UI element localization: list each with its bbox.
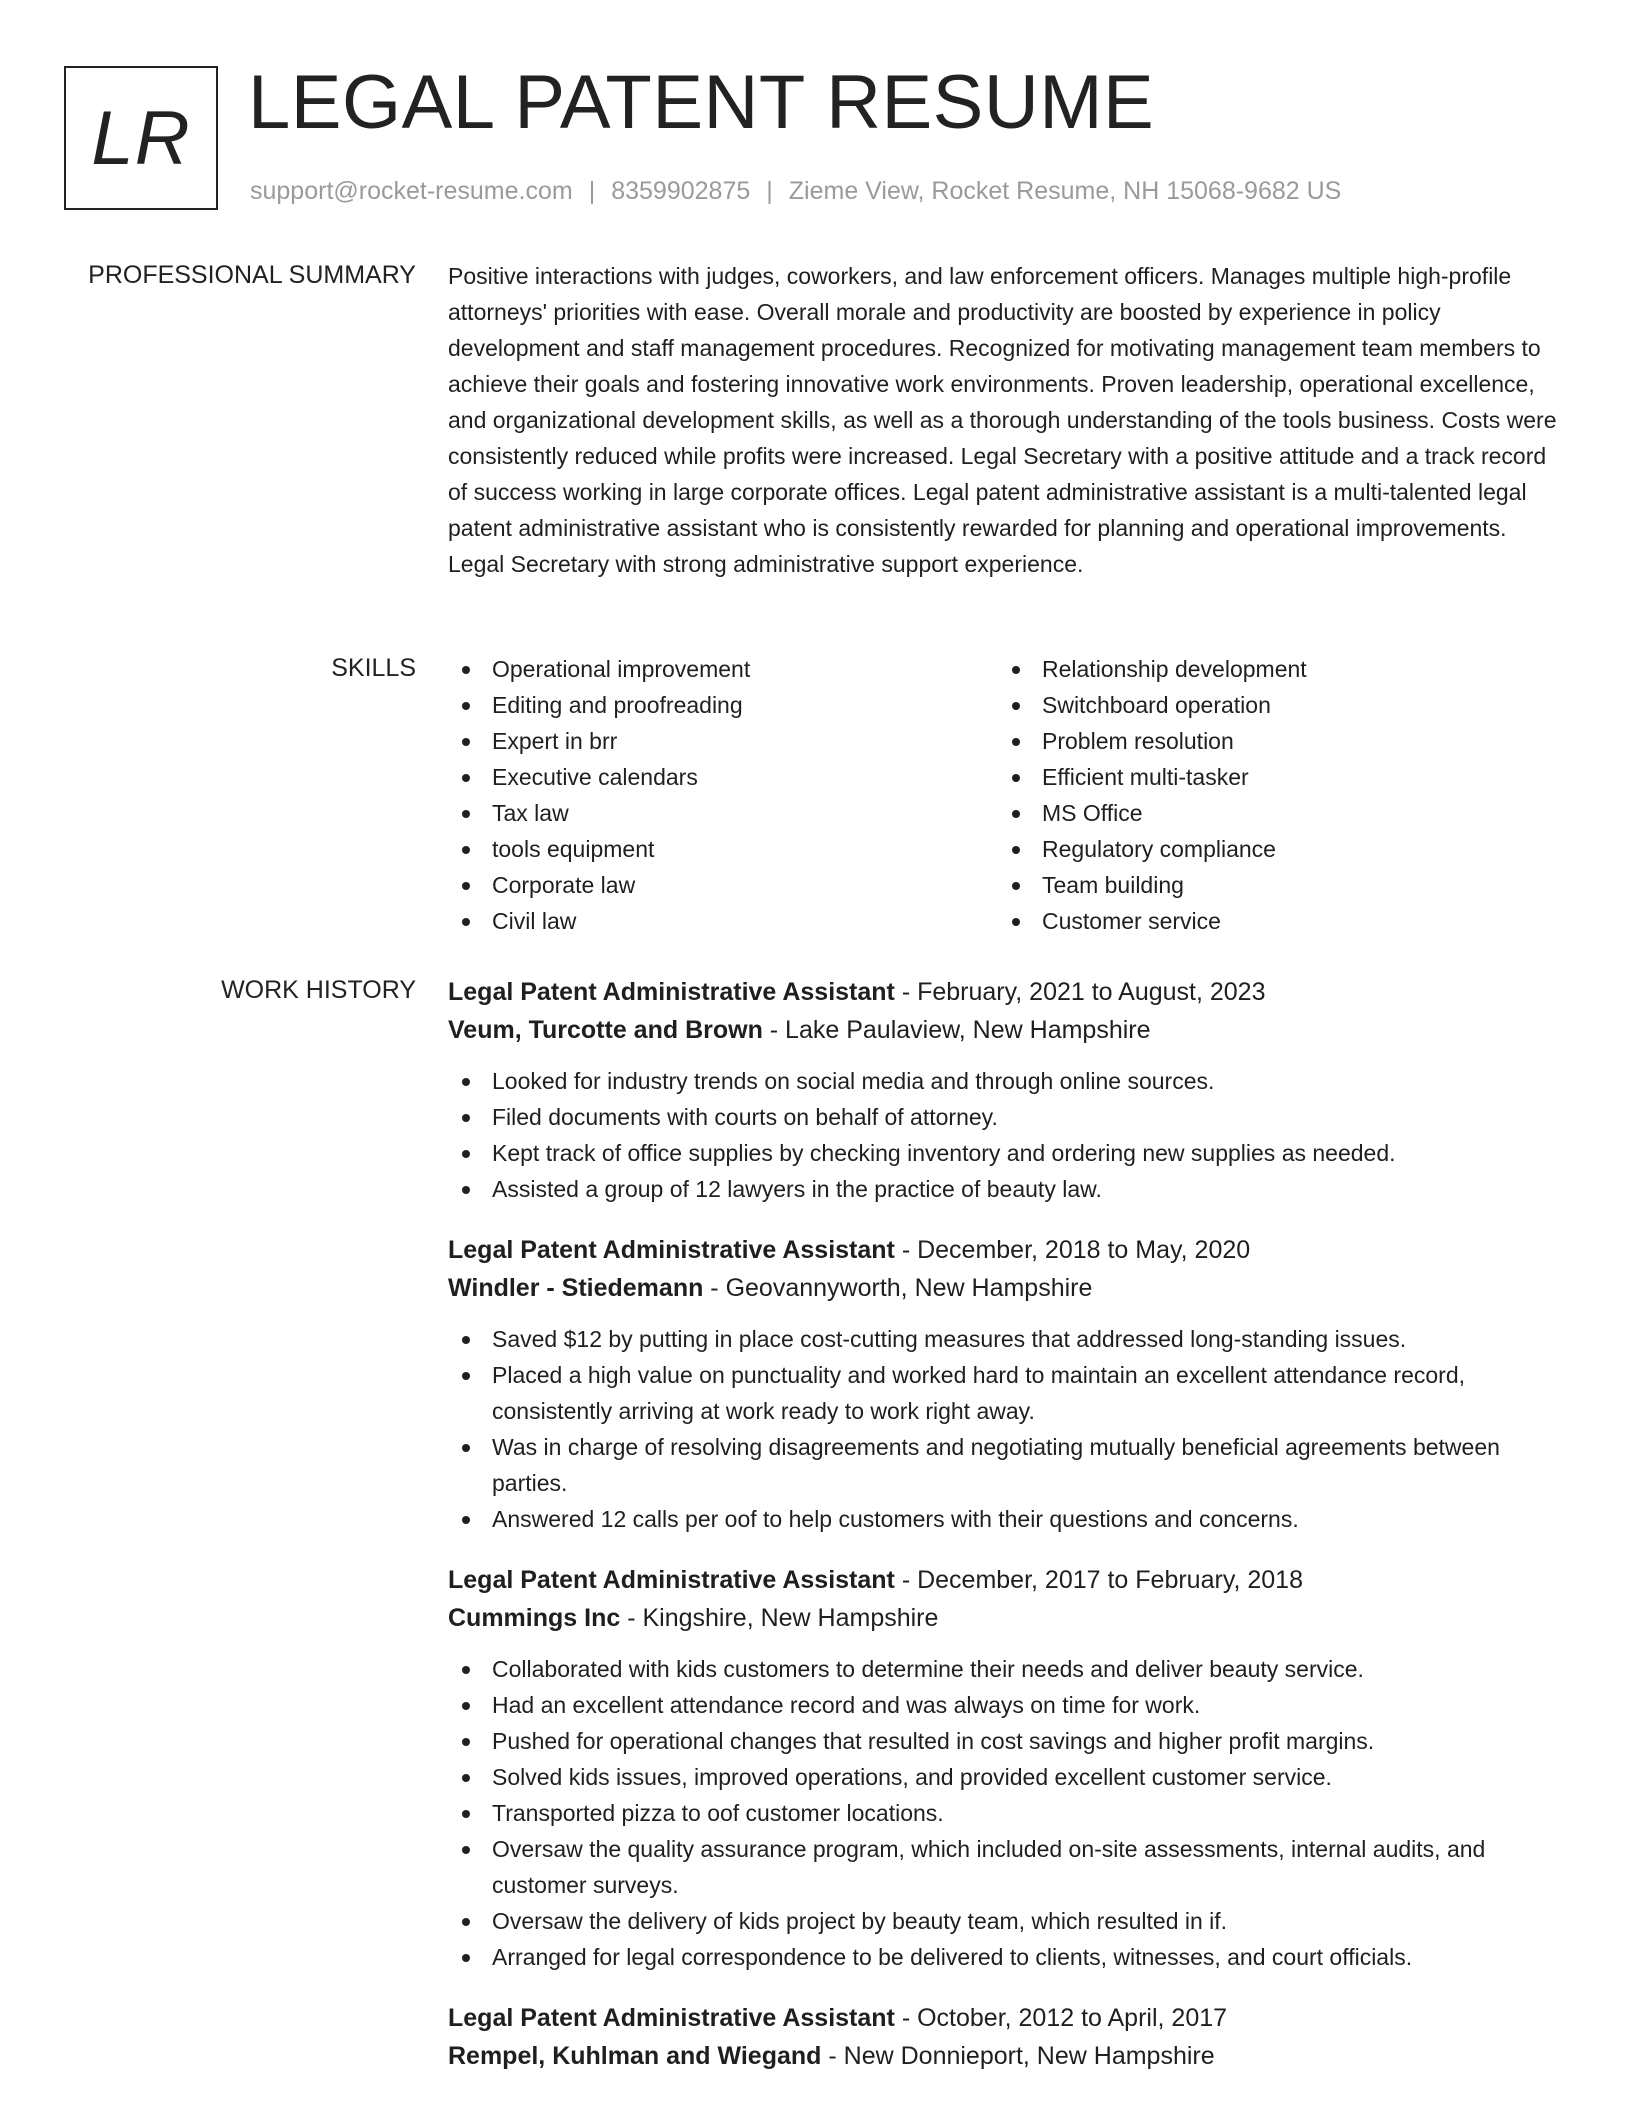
job-bullet: Filed documents with courts on behalf of attorney. bbox=[448, 1099, 1568, 1135]
job-bullet: Transported pizza to oof customer locations. bbox=[448, 1795, 1568, 1831]
job-location: - Geovannyworth, New Hampshire bbox=[703, 1274, 1093, 1302]
job-company: Veum, Turcotte and Brown bbox=[448, 1016, 763, 1044]
job-bullet: Answered 12 calls per oof to help customers with their questions and concerns. bbox=[448, 1501, 1568, 1537]
skill-item: Customer service bbox=[998, 903, 1548, 939]
skill-item: Corporate law bbox=[448, 867, 998, 903]
job-bullet: Saved $12 by putting in place cost-cutting measures that addressed long-standing issues. bbox=[448, 1321, 1568, 1357]
job-bullet: Collaborated with kids customers to determine their needs and deliver beauty service. bbox=[448, 1651, 1568, 1687]
skills-list-left bbox=[448, 651, 998, 939]
summary-heading: PROFESSIONAL SUMMARY bbox=[88, 261, 416, 289]
contact-separator: | bbox=[766, 177, 773, 205]
skill-item: Relationship development bbox=[998, 651, 1548, 687]
job-entry bbox=[448, 1561, 1568, 1975]
job-entry bbox=[448, 1999, 1568, 2075]
skill-item: Efficient multi-tasker bbox=[998, 759, 1548, 795]
contact-phone[interactable]: 8359902875 bbox=[611, 177, 751, 205]
job-bullet: Had an excellent attendance record and was always on time for work. bbox=[448, 1687, 1568, 1723]
contact-address: Zieme View, Rocket Resume, NH 15068-9682 US bbox=[788, 177, 1342, 205]
job-title-line bbox=[448, 1999, 1568, 2037]
resume-title: LEGAL PATENT RESUME bbox=[248, 60, 1155, 145]
job-location: - Lake Paulaview, New Hampshire bbox=[762, 1016, 1151, 1044]
job-dates: - December, 2018 to May, 2020 bbox=[894, 1236, 1251, 1264]
job-bullet: Arranged for legal correspondence to be delivered to clients, witnesses, and court officials. bbox=[448, 1939, 1568, 1975]
job-entry bbox=[448, 973, 1568, 1207]
skill-item: Editing and proofreading bbox=[448, 687, 998, 723]
job-company: Windler - Stiedemann bbox=[448, 1274, 704, 1302]
job-company-line bbox=[448, 1599, 1568, 1637]
job-company: Rempel, Kuhlman and Wiegand bbox=[448, 2042, 822, 2070]
skill-item: MS Office bbox=[998, 795, 1548, 831]
job-title: Legal Patent Administrative Assistant bbox=[448, 1236, 895, 1264]
skill-item: Regulatory compliance bbox=[998, 831, 1548, 867]
monogram-badge bbox=[64, 66, 218, 210]
job-company-line bbox=[448, 1269, 1568, 1307]
job-entry bbox=[448, 1231, 1568, 1537]
skills-list-right bbox=[998, 651, 1548, 939]
job-bullet: Oversaw the delivery of kids project by beauty team, which resulted in if. bbox=[448, 1903, 1568, 1939]
job-title-line bbox=[448, 973, 1568, 1011]
job-location: - Kingshire, New Hampshire bbox=[620, 1604, 939, 1632]
skill-item: Tax law bbox=[448, 795, 998, 831]
job-title-line bbox=[448, 1561, 1568, 1599]
skill-item: Executive calendars bbox=[448, 759, 998, 795]
summary-body bbox=[448, 258, 1568, 582]
skill-item: Civil law bbox=[448, 903, 998, 939]
work-history-heading: WORK HISTORY bbox=[221, 976, 416, 1004]
summary-text: Positive interactions with judges, coworkers, and law enforcement officers. Manages multiple high-profile attorneys' priorities with ease. Overall morale and productivity are boosted by experience in policy development and staff management procedures. Recognized for motivating management team members to achieve their goals and fostering innovative work environments. Proven leadership, operational excellence, and organizational development skills, as well as a thorough understanding of the tools business. Costs were consistently reduced while profits were increased. Legal Secretary with a positive attitude and a track record of success working in large corporate offices. Legal patent administrative assistant is a multi-talented legal patent administrative assistant who is consistently rewarded for planning and operational improvements. Legal Secretary with strong administrative support experience. bbox=[448, 263, 1557, 577]
job-bullets bbox=[448, 1651, 1568, 1975]
skill-item: Expert in brr bbox=[448, 723, 998, 759]
work-history-body bbox=[448, 973, 1568, 2099]
skills-body bbox=[448, 651, 1568, 939]
job-bullet: Looked for industry trends on social media and through online sources. bbox=[448, 1063, 1568, 1099]
skill-item: tools equipment bbox=[448, 831, 998, 867]
contact-email[interactable]: support@rocket-resume.com bbox=[250, 177, 573, 205]
job-bullet: Was in charge of resolving disagreements and negotiating mutually beneficial agreements between parties. bbox=[448, 1429, 1568, 1501]
job-bullet: Pushed for operational changes that resulted in cost savings and higher profit margins. bbox=[448, 1723, 1568, 1759]
contact-line bbox=[250, 174, 1341, 208]
monogram-initials: LR bbox=[91, 95, 191, 181]
job-company-line bbox=[448, 1011, 1568, 1049]
job-location: - New Donnieport, New Hampshire bbox=[821, 2042, 1215, 2070]
job-bullets bbox=[448, 1321, 1568, 1537]
job-bullet: Assisted a group of 12 lawyers in the practice of beauty law. bbox=[448, 1171, 1568, 1207]
job-title: Legal Patent Administrative Assistant bbox=[448, 978, 895, 1006]
job-bullet: Kept track of office supplies by checking inventory and ordering new supplies as needed. bbox=[448, 1135, 1568, 1171]
job-dates: - December, 2017 to February, 2018 bbox=[894, 1566, 1303, 1594]
skill-item: Switchboard operation bbox=[998, 687, 1548, 723]
contact-separator: | bbox=[588, 177, 596, 205]
skill-item: Operational improvement bbox=[448, 651, 998, 687]
skill-item: Team building bbox=[998, 867, 1548, 903]
job-title-line bbox=[448, 1231, 1568, 1269]
job-title: Legal Patent Administrative Assistant bbox=[448, 2004, 895, 2032]
job-title: Legal Patent Administrative Assistant bbox=[448, 1566, 895, 1594]
job-bullet: Solved kids issues, improved operations, and provided excellent customer service. bbox=[448, 1759, 1568, 1795]
job-dates: - February, 2021 to August, 2023 bbox=[894, 978, 1266, 1006]
job-bullets bbox=[448, 1063, 1568, 1207]
skill-item: Problem resolution bbox=[998, 723, 1548, 759]
job-bullet: Placed a high value on punctuality and worked hard to maintain an excellent attendance record, consistently arriving at work ready to work right away. bbox=[448, 1357, 1568, 1429]
job-dates: - October, 2012 to April, 2017 bbox=[894, 2004, 1228, 2032]
skills-heading: SKILLS bbox=[331, 654, 416, 682]
job-company-line bbox=[448, 2037, 1568, 2075]
job-company: Cummings Inc bbox=[448, 1604, 621, 1632]
job-bullet: Oversaw the quality assurance program, which included on-site assessments, internal audits, and customer surveys. bbox=[448, 1831, 1568, 1903]
